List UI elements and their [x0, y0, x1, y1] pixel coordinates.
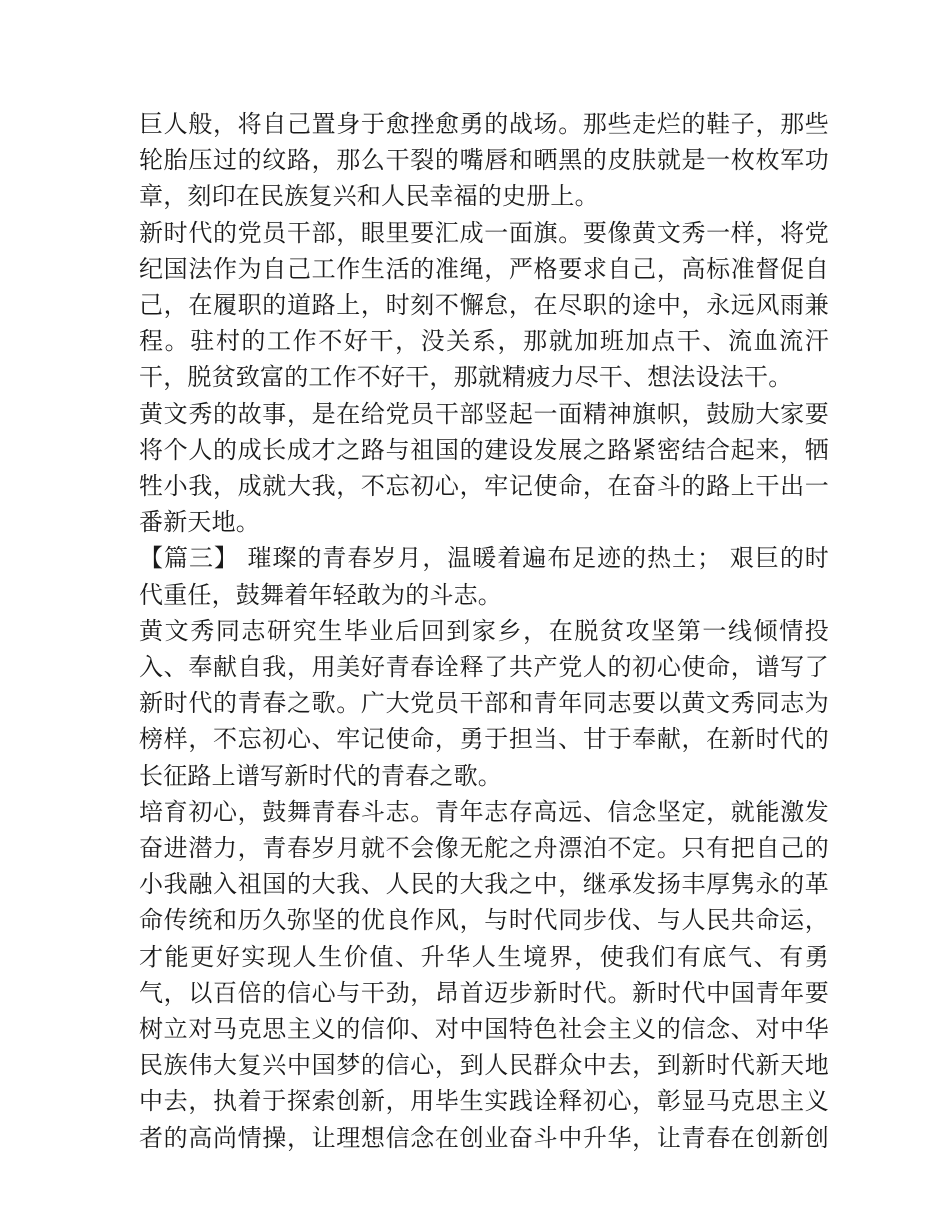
section-heading-paragraph: 【篇三】 璀璨的青春岁月，温暖着遍布足迹的热土； 艰巨的时代重任，鼓舞着年轻敢为的斗志。	[139, 544, 829, 609]
paragraph-2: 新时代的党员干部，眼里要汇成一面旗。要像黄文秀一样，将党纪国法作为自己工作生活的准绳，严格要求自己，高标准督促自己，在履职的道路上，时刻不懈怠，在尽职的途中，永远风雨兼程。驻村的工作不好干，没关系，那就加班加点干、流血流汗干，脱贫致富的工作不好干，那就精疲力尽干、想法设法干。	[139, 218, 829, 392]
paragraph-1: 巨人般，将自己置身于愈挫愈勇的战场。那些走烂的鞋子，那些轮胎压过的纹路，那么干裂的嘴唇和晒黑的皮肤就是一枚枚军功章，刻印在民族复兴和人民幸福的史册上。	[139, 110, 829, 211]
paragraph-6: 培育初心，鼓舞青春斗志。青年志存高远、信念坚定，就能激发奋进潜力，青春岁月就不会像无舵之舟漂泊不定。只有把自己的小我融入祖国的大我、人民的大我之中，继承发扬丰厚隽永的革命传统和历久弥坚的优良作风，与时代同步伐、与人民共命运，才能更好实现人生价值、升华人生境界，使我们有底气、有勇气，以百倍的信心与干劲，昂首迈步新时代。新时代中国青年要树立对马克思主义的信仰、对中国特色社会主义的信念、对中华民族伟大复兴中国梦的信心，到人民群众中去，到新时代新天地中去，执着于探索创新，用毕生实践诠释初心，彰显马克思主义者的高尚情操，让理想信念在创业奋斗中升华，让青春在创新创	[139, 797, 829, 1152]
document-body	[139, 106, 829, 1156]
paragraph-3: 黄文秀的故事，是在给党员干部竖起一面精神旗帜，鼓励大家要将个人的成长成才之路与祖国的建设发展之路紧密结合起来，牺牲小我，成就大我，不忘初心，牢记使命，在奋斗的路上干出一番新天地。	[139, 399, 829, 537]
paragraph-5: 黄文秀同志研究生毕业后回到家乡，在脱贫攻坚第一线倾情投入、奉献自我，用美好青春诠释了共产党人的初心使命，谱写了新时代的青春之歌。广大党员干部和青年同志要以黄文秀同志为榜样，不忘初心、牢记使命，勇于担当、甘于奉献，在新时代的长征路上谱写新时代的青春之歌。	[139, 616, 829, 790]
